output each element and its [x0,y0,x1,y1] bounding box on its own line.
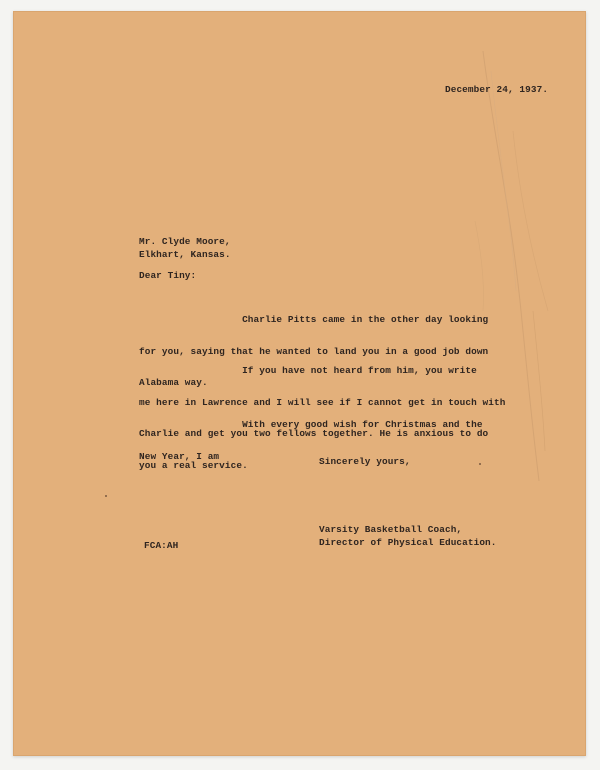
body-line: With every good wish for Christmas and the [139,418,483,430]
signature-title-line: Director of Physical Education. [319,537,497,548]
paper-speck [479,463,481,465]
body-line: Charlie and get you two fellows together. He is anxious to do [139,428,489,440]
body-line: you a real service. [139,460,248,472]
reference-initials: FCA:AH [144,540,179,551]
paper-speck [105,495,107,497]
body-line: me here in Lawrence and I will see if I cannot get in touch with [139,396,506,408]
body-line: Alabama way. [139,377,208,389]
recipient-name: Mr. Clyde Moore, [139,236,231,247]
letter-date: December 24, 1937. [445,84,549,95]
letter-sheet [13,11,586,756]
body-line: New Year, I am [139,450,220,462]
body-line: for you, saying that he wanted to land you in a good job down [139,345,489,357]
body-line: Charlie Pitts came in the other day looking [139,313,489,325]
complimentary-closing: Sincerely yours, [319,456,411,467]
recipient-location: Elkhart, Kansas. [139,249,231,260]
body-paragraph-3 [139,401,483,483]
salutation: Dear Tiny: [139,270,197,281]
body-line: If you have not heard from him, you write [139,364,477,376]
signature-title-line: Varsity Basketball Coach, [319,524,463,535]
